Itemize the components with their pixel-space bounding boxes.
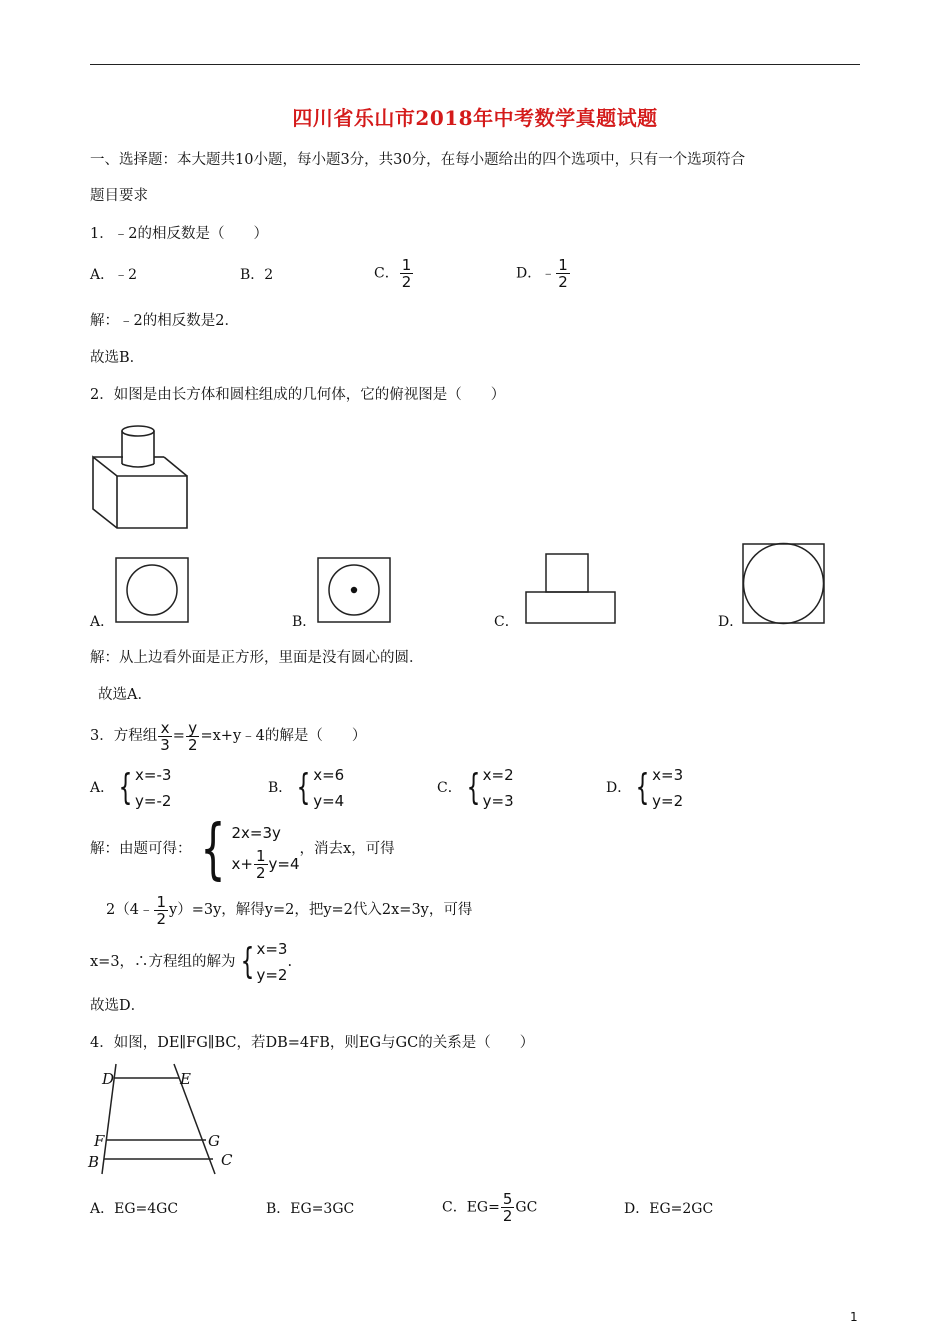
q2-option-a-figure [115,557,189,623]
q1-option-d [516,257,571,290]
q2-option-a: A． [90,614,115,630]
q3-a-r2: y=-2 [135,792,172,810]
q1-option-a: A．﹣2 [90,267,138,283]
q3-b-r2: y=4 [313,792,345,810]
q2-option-d: D． [718,614,744,630]
q2-cylinder-bottom [122,464,154,467]
q2-answer: 故选A． [98,687,152,703]
q3-stem-d2: 2 [187,735,198,754]
q3-sol-r1: 2x=3y [231,823,281,842]
q3-stem-fraction-x [158,720,172,753]
q3-step2-frac [154,894,168,927]
q4-label-d: D [102,1070,115,1088]
q2-solution: 解：从上边看外面是正方形，里面是没有圆心的圆． [90,650,424,666]
q3-stem-prefix: 3．方程组 [90,728,158,744]
q2-option-d-figure [742,543,826,625]
q3-step3-r1: x=3 [256,940,288,958]
q3-sol-suffix: ，消去x，可得 [299,841,395,857]
q3-step3-suffix: . [287,954,293,970]
q3-step2 [106,892,472,928]
q2-option-b-figure [317,557,391,623]
q1-c-den: 2 [401,273,412,291]
q3-sol-brace: { [199,810,226,887]
q3-stem-fraction-y [186,720,200,753]
q4-option-c [442,1191,537,1224]
q2-d-circle [744,544,824,624]
q3-d-brace: { [635,767,650,808]
q3-c-r2: y=3 [482,792,514,810]
q3-answer: 故选D． [90,998,146,1014]
q3-step2-suffix: y）=3y，解得y=2，把y=2代入2x=3y，可得 [169,902,473,918]
q1-option-b: B．2 [240,267,274,283]
q3-stem-x: x [158,720,172,737]
q1-option-d-label: D．﹣ [516,265,556,282]
q4-label-g: G [208,1132,220,1150]
q3-step2-prefix: 2（4﹣ [106,902,154,918]
q3-step2-num: 1 [156,892,166,911]
q1-option-c-label: C． [374,265,399,282]
q3-a-r1: x=-3 [135,766,172,784]
q3-sol-prefix: 解：由题可得： [90,841,192,857]
q4-stem: 4．如图，DE∥FG∥BC，若DB=4FB，则EG与GC的关系是（ ） [90,1035,535,1051]
q1-option-d-fraction [556,257,570,290]
q4-option-a: A．EG=4GC [90,1201,179,1217]
q2-solid-figure [90,424,190,530]
q1-answer: 故选B． [90,350,145,366]
q2-a-circle [127,565,177,615]
q2-box-top-back [164,457,187,476]
q2-cylinder-top [122,426,154,436]
q3-d-r2: y=2 [652,792,684,810]
q4-label-e: E [180,1070,191,1088]
q3-b-r1: x=6 [313,766,345,784]
q3-option-c [437,762,514,814]
q3-d-label: D． [606,780,632,796]
q4-figure [88,1064,238,1176]
q4-label-f: F [94,1132,105,1150]
q3-b-brace: { [296,767,311,808]
q3-sol-r2-a: x+ [231,854,253,873]
page-number: 1 [850,1310,858,1324]
q1-d-num: 1 [558,256,568,274]
q3-c-label: C． [437,780,462,796]
q4-label-b: B [88,1153,100,1171]
q4-option-d: D．EG=2GC [624,1201,714,1217]
q3-b-label: B． [268,780,293,796]
q4-label-c: C [221,1151,233,1169]
q3-stem-y: y [186,720,200,737]
q3-sol-r2-b: y=4 [268,854,300,873]
section-intro-cont: 题目要求 [90,188,148,204]
q3-sol-r2 [232,848,300,881]
q3-step3-brace: { [240,941,254,982]
section-intro: 一、选择题：本大题共10小题，每小题3分，共30分，在每小题给出的四个选项中，只有一个选项符合 [90,152,746,168]
q2-b-center-dot [351,587,357,593]
q3-sol-r2-num: 1 [255,846,266,865]
q3-option-a [90,762,171,814]
q1-c-num: 1 [401,256,412,274]
q3-step3-prefix: x=3，∴方程组的解为 [90,954,236,970]
q2-option-c-figure [525,553,617,625]
q4-c-den: 2 [502,1207,513,1225]
q1-option-c-fraction [400,257,414,290]
q3-solution [90,810,395,887]
q2-c-bottom-rect [526,592,615,623]
q3-c-brace: { [466,767,481,808]
q1-stem: 1．﹣2的相反数是（ ） [90,226,268,242]
q3-sol-r2-den: 2 [255,863,266,882]
q3-d-r1: x=3 [652,766,684,784]
q3-step3-r2: y=2 [256,966,288,984]
header-rule [90,64,860,65]
q2-option-c: C． [494,614,519,630]
q3-step2-den: 2 [156,909,166,928]
q3-sol-r2-frac [254,848,268,881]
q2-c-top-rect [546,554,588,592]
q1-solution: 解：﹣2的相反数是2． [90,313,239,329]
q3-stem-d1: 3 [160,735,170,754]
q2-option-b: B． [292,614,317,630]
q4-c-frac [501,1191,515,1224]
q3-a-label: A． [90,780,115,796]
q4-c-suffix: GC [515,1199,538,1216]
q1-d-den: 2 [558,273,568,291]
q3-option-d [606,762,683,814]
q4-option-b: B．EG=3GC [266,1201,355,1217]
q3-step3 [90,936,292,988]
q3-stem [90,718,366,754]
q3-stem-eq: = [172,728,185,744]
q1-option-c [374,257,414,290]
q3-c-r1: x=2 [482,766,514,784]
q2-stem: 2．如图是由长方体和圆柱组成的几何体，它的俯视图是（ ） [90,387,506,403]
q3-option-b [268,762,344,814]
q4-c-num: 5 [502,1190,513,1208]
q3-stem-suffix: =x+y﹣4的解是（ ） [200,728,367,744]
q4-c-prefix: C．EG= [442,1199,500,1216]
page-title: 四川省乐山市2018年中考数学真题试题 [292,106,658,130]
q3-a-brace: { [118,767,133,808]
